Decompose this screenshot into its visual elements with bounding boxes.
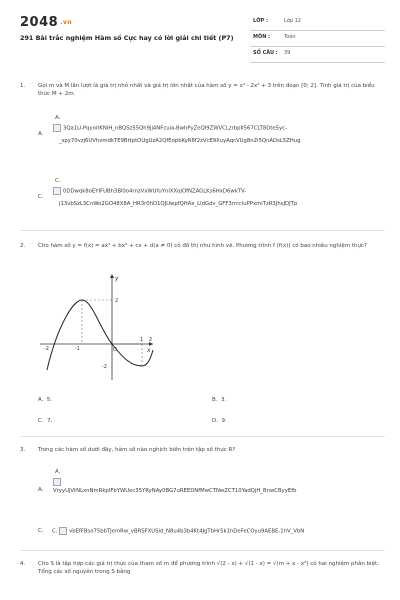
option-c-image — [53, 187, 246, 197]
meta-label: LỚP : — [253, 18, 268, 24]
option-a[interactable] — [38, 397, 52, 403]
document-meta — [250, 15, 385, 63]
meta-row-count — [250, 47, 385, 63]
option-letter: C. — [38, 418, 44, 424]
meta-row-subject — [250, 31, 385, 47]
question-number: 2. — [20, 243, 26, 249]
tick-label: 2 — [149, 337, 153, 343]
meta-label: MÔN : — [253, 34, 271, 40]
option-c-letter[interactable]: C. — [38, 528, 44, 534]
question-number: 1. — [20, 83, 26, 89]
image-alt-text: vbEfFBso75bbTJemRw_vBRSFXUSid_N8u4b3b4Kt4JgTbHr5k1hDeFeCOyu9AEBE-1hV_VbN — [69, 528, 305, 535]
option-letter: A. — [38, 397, 44, 403]
axis-label-y: y — [115, 275, 119, 282]
divider — [20, 436, 385, 437]
question-3 — [20, 446, 385, 456]
logo-text: 2048 — [20, 15, 59, 30]
option-a-letter[interactable]: A. — [38, 131, 44, 137]
question-text: Cho hàm số y = f(x) = ax³ + bx² + cx + d(a ≠ 0) có đồ thị như hình vẽ. Phương trình f (f(x)) có bao nhiêu nghiệm thực? — [38, 243, 367, 249]
option-c-letter[interactable]: C. — [38, 194, 44, 200]
option-a-heading[interactable]: A. — [55, 469, 61, 475]
tick-label: 1 — [140, 337, 144, 343]
option-value: 7. — [47, 418, 53, 424]
divider — [20, 550, 385, 551]
question-1 — [20, 82, 385, 102]
meta-row-class — [250, 15, 385, 31]
tick-label: 2 — [115, 298, 119, 304]
option-c[interactable] — [38, 418, 52, 424]
broken-image-icon — [53, 478, 61, 486]
option-a-image-alt: VryyUjVtNLxnNmRkpIFbYWUec35YRyNAy0BG7uREEDNfMwCTNwZCT10YadQjH_BnwCByyEfb — [53, 488, 297, 494]
question-number: 4. — [20, 561, 26, 567]
option-value: 5. — [46, 397, 53, 403]
option-a-image — [53, 124, 287, 134]
option-c-image-line2: j13vbSzL3CnWo2GO48X8A_HR3r0hD1QJUwpfQHAx_LldGdv_GFF3rrccluPPxmiTzR3JhsJDJTp — [59, 201, 298, 207]
broken-image-icon — [53, 187, 61, 195]
option-b[interactable] — [212, 397, 226, 403]
meta-value: Toán — [284, 34, 296, 40]
option-value: 3. — [221, 397, 227, 403]
option-d[interactable] — [212, 418, 227, 424]
option-c-inner-letter: C. — [52, 528, 58, 535]
y-axis-arrow — [110, 274, 114, 278]
tick-label: -2 — [102, 364, 107, 370]
meta-value: 39 — [284, 50, 291, 56]
divider — [20, 230, 385, 231]
question-2 — [20, 242, 385, 262]
option-a-heading[interactable]: A. — [55, 115, 61, 121]
question-4 — [20, 560, 385, 580]
image-alt-text: 0DDwqk8oEYIFUBh3Bl0o4rnzVxWUfuYnIXXoJOfNZAGLKs6HxD6wkTV- — [63, 188, 247, 195]
origin-label: O — [113, 347, 117, 353]
broken-image-icon — [53, 124, 61, 132]
question-text: Gọi m và M lần lượt là giá trị nhỏ nhất và giá trị lớn nhất của hàm số y = x⁴ - 2x² + 3 trên đoạn [0; 2]. Tính giá trị của biểu thức M + 2m. — [38, 83, 375, 97]
broken-image-icon — [59, 527, 67, 535]
option-value: 9. — [221, 418, 227, 424]
function-curve — [47, 300, 153, 370]
logo-suffix: .vn — [60, 19, 73, 26]
meta-value: Lớp 12 — [284, 18, 301, 24]
option-a-image-line2: _spy70vzj6UVhvmdkTE9BttptOUgUzA2QfEopbKyR8f2zVcE9XuyAqcVUg8n2i5QnADsL5ZHug — [59, 138, 301, 144]
option-a-letter[interactable]: A. — [38, 487, 44, 493]
option-c-heading[interactable]: C. — [55, 178, 61, 184]
question-number: 3. — [20, 447, 26, 453]
meta-label: SỐ CÂU : — [253, 50, 278, 56]
tick-label: -2 — [44, 346, 49, 352]
option-c-image — [52, 527, 304, 537]
axis-label-x: x — [147, 347, 151, 354]
cubic-function-graph — [35, 272, 155, 382]
option-letter: B. — [212, 397, 218, 403]
site-logo[interactable] — [20, 15, 72, 30]
tick-label: -1 — [75, 346, 80, 352]
question-text: Trong các hàm số dưới đây, hàm số nào nghịch biến trên tập số thực R? — [38, 447, 236, 453]
document-title: 291 Bài trắc nghiệm Hàm số Cực hay có lời giải chi tiết (P7) — [20, 34, 234, 42]
image-alt-text: 3Qa1U-PqyoitKNIH_nBQSz55Qh9jj4NFcuia-BwhPyZeQI9ZWVCLzrbpII567CLT8Dte5yc- — [63, 125, 287, 132]
question-text: Cho S là tập hợp các giá trị thực của tham số m để phương trình √(2 - x) + √(1 - x) = √(m + x - x²) có hai nghiệm phân biệt. Tổng các số nguyên trong S bằng — [38, 561, 379, 575]
option-letter: D. — [212, 418, 218, 424]
